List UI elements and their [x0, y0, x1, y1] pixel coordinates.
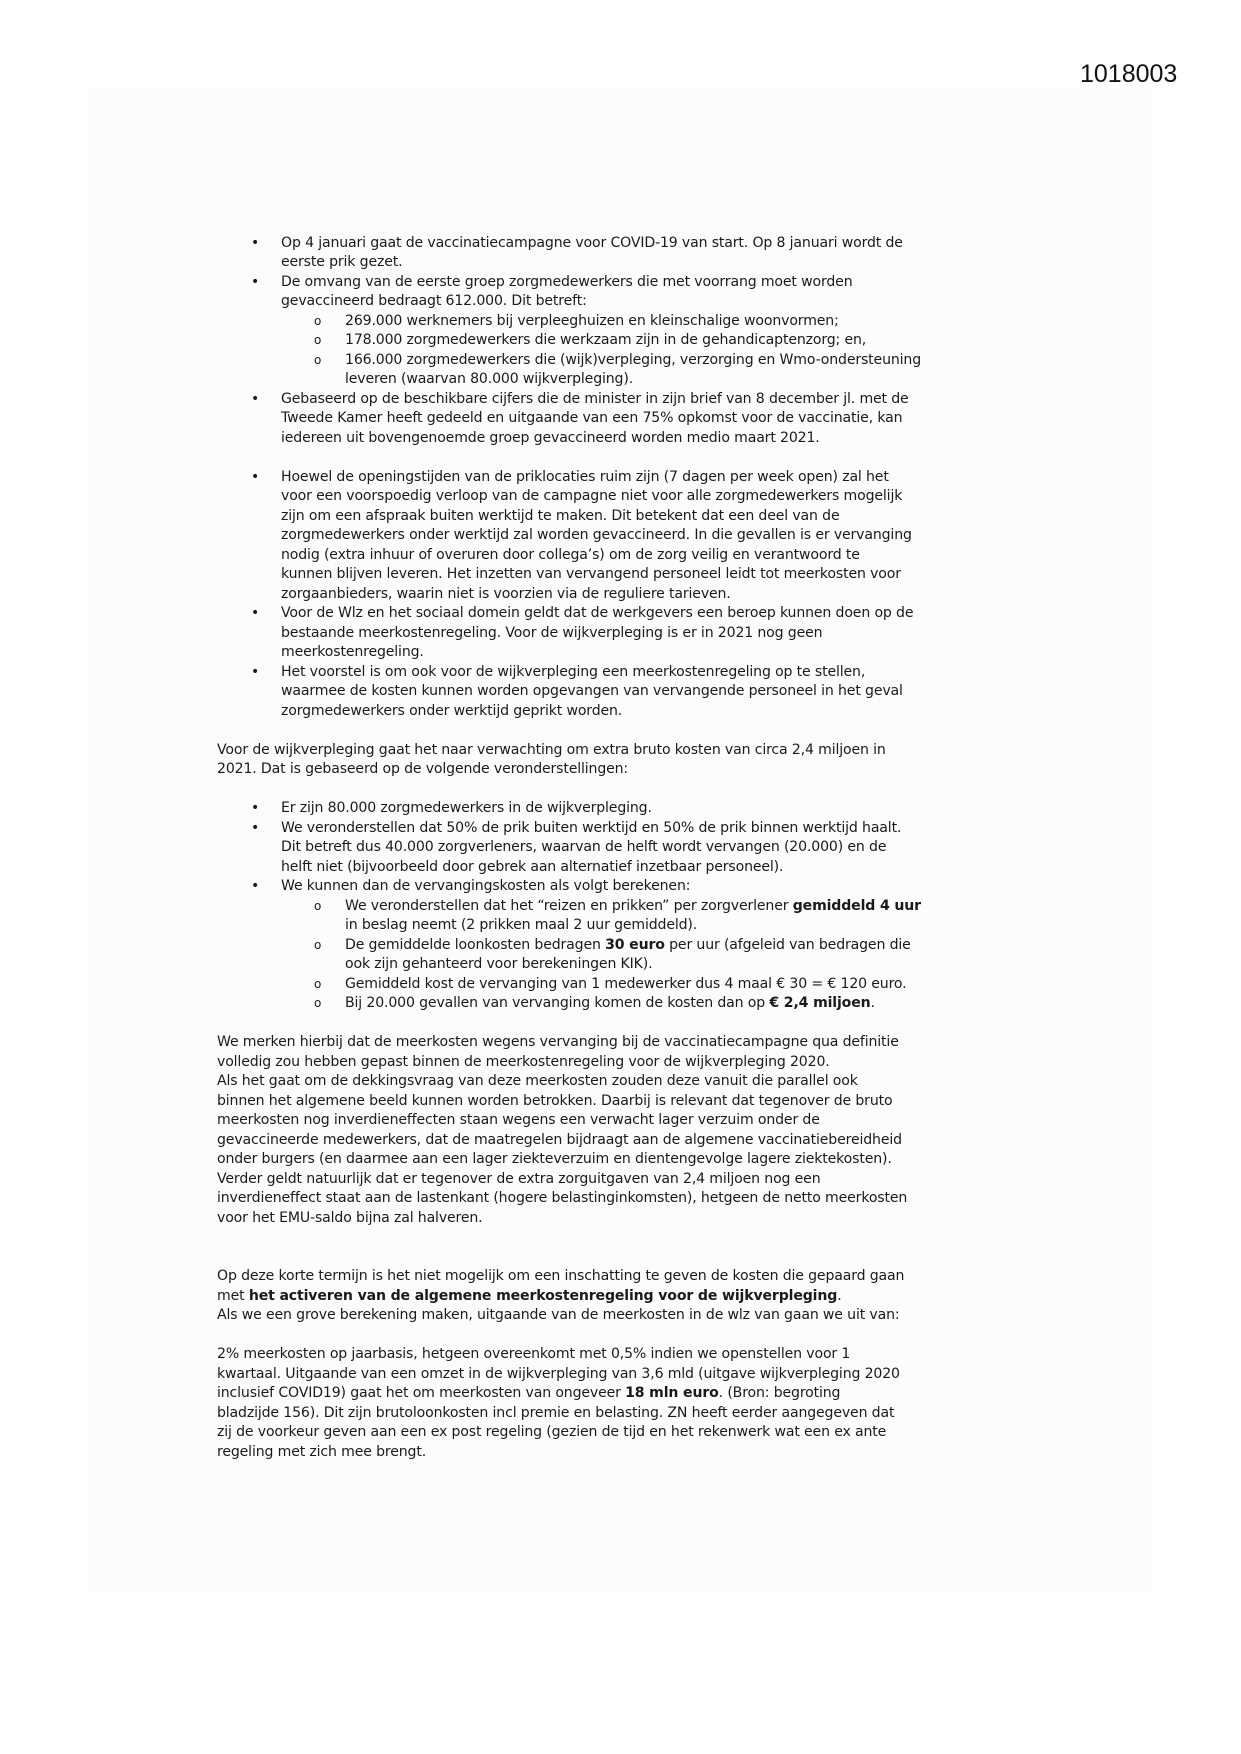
- paragraph-line: Voor de wijkverpleging gaat het naar verwachting om extra bruto kosten van circa 2,4 miljoen in: [217, 742, 886, 758]
- text-line: zijn om een afspraak buiten werktijd te maken. Dit betekent dat een deel van de: [281, 508, 840, 524]
- paragraph-line: onder burgers (en daarmee aan een lager ziekteverzuim en dientengevolge lagere ziektekosten).: [217, 1151, 892, 1167]
- paragraph-line: [217, 1384, 840, 1404]
- bullet-icon: •: [251, 800, 260, 816]
- paragraph-line: 2% meerkosten op jaarbasis, hetgeen overeenkomt met 0,5% indien we openstellen voor 1: [217, 1346, 851, 1362]
- text-line: waarmee de kosten kunnen worden opgevangen van vervangende personeel in het geval: [281, 683, 903, 699]
- text-span: . (Bron: begroting: [718, 1385, 841, 1401]
- paragraph-line: binnen het algemene beeld kunnen worden betrokken. Daarbij is relevant dat tegenover de bruto: [217, 1093, 893, 1109]
- text-line: Op 4 januari gaat de vaccinatiecampagne voor COVID-19 van start. Op 8 januari wordt de: [281, 235, 903, 251]
- text-span: Bij 20.000 gevallen van vervanging komen de kosten dan op: [345, 995, 770, 1011]
- text-line: Het voorstel is om ook voor de wijkverpleging een meerkostenregeling op te stellen,: [281, 664, 866, 680]
- paragraph-line: Als het gaat om de dekkingsvraag van deze meerkosten zouden deze vanuit die parallel ook: [217, 1073, 858, 1089]
- text-span: met: [217, 1288, 249, 1304]
- text-span: We veronderstellen dat het “reizen en prikken” per zorgverlener: [345, 898, 793, 914]
- text-line: Hoewel de openingstijden van de priklocaties ruim zijn (7 dagen per week open) zal het: [281, 469, 889, 485]
- text-line: nodig (extra inhuur of overuren door collega’s) om de zorg veilig en verantwoord te: [281, 547, 860, 563]
- sub-bullet-icon: o: [314, 977, 322, 991]
- paragraph-line: volledig zou hebben gepast binnen de meerkostenregeling voor de wijkverpleging 2020.: [217, 1054, 830, 1070]
- bullet-icon: •: [251, 391, 260, 407]
- text-line: eerste prik gezet.: [281, 254, 403, 270]
- bold-text: het activeren van de algemene meerkostenregeling voor de wijkverpleging: [248, 1288, 838, 1304]
- paragraph-line: bladzijde 156). Dit zijn brutoloonkosten incl premie en belasting. ZN heeft eerder aangegeven dat: [217, 1405, 895, 1421]
- text-line: [345, 936, 911, 956]
- text-line: bestaande meerkostenregeling. Voor de wijkverpleging is er in 2021 nog geen: [281, 625, 823, 641]
- paragraph-line: regeling met zich mee brengt.: [217, 1444, 427, 1460]
- paragraph-line: voor het EMU-saldo bijna zal halveren.: [217, 1210, 483, 1226]
- paragraph-line: Als we een grove berekening maken, uitgaande van de meerkosten in de wlz van gaan we uit van:: [217, 1307, 900, 1323]
- sub-bullet-icon: o: [314, 333, 322, 347]
- paragraph-line: [217, 1287, 842, 1307]
- bullet-icon: •: [251, 605, 260, 621]
- text-line: [345, 897, 921, 917]
- bold-text: gemiddeld 4 uur: [792, 898, 921, 914]
- bullet-icon: •: [251, 274, 260, 290]
- text-span: .: [870, 995, 875, 1011]
- bullet-icon: •: [251, 664, 260, 680]
- text-line: meerkostenregeling.: [281, 644, 424, 660]
- text-line: zorgmedewerkers onder werktijd zal worden gevaccineerd. In die gevallen is er vervanging: [281, 527, 912, 543]
- paragraph-line: kwartaal. Uitgaande van een omzet in de wijkverpleging van 3,6 mld (uitgave wijkverpleging 2020: [217, 1366, 900, 1382]
- paragraph-line: zij de voorkeur geven aan een ex post regeling (gezien de tijd en het rekenwerk wat een ex ante: [217, 1424, 887, 1440]
- text-line: zorgaanbieders, waarin niet is voorzien via de reguliere tarieven.: [281, 586, 731, 602]
- bullet-icon: •: [251, 235, 260, 251]
- sub-bullet-icon: o: [314, 938, 322, 952]
- paragraph-line: gevaccineerde medewerkers, dat de maatregelen bijdraagt aan de algemene vaccinatiebereidheid: [217, 1132, 902, 1148]
- text-line: ook zijn gehanteerd voor berekeningen KIK).: [345, 956, 653, 972]
- sub-bullet-icon: o: [314, 353, 322, 367]
- text-line: 269.000 werknemers bij verpleeghuizen en kleinschalige woonvormen;: [345, 313, 839, 329]
- text-line: zorgmedewerkers onder werktijd geprikt worden.: [281, 703, 623, 719]
- text-line: in beslag neemt (2 prikken maal 2 uur gemiddeld).: [345, 917, 698, 933]
- text-line: Gemiddeld kost de vervanging van 1 medewerker dus 4 maal € 30 = € 120 euro.: [345, 976, 907, 992]
- paragraph-line: We merken hierbij dat de meerkosten wegens vervanging bij de vaccinatiecampagne qua definitie: [217, 1034, 899, 1050]
- paragraph-line: 2021. Dat is gebaseerd op de volgende veronderstellingen:: [217, 761, 629, 777]
- paragraph-line: Op deze korte termijn is het niet mogelijk om een inschatting te geven de kosten die gepaard gaan: [217, 1268, 905, 1284]
- text-span: per uur (afgeleid van bedragen die: [664, 937, 911, 953]
- text-line: iedereen uit bovengenoemde groep gevaccineerd worden medio maart 2021.: [281, 430, 820, 446]
- bullet-icon: •: [251, 820, 260, 836]
- text-line: 166.000 zorgmedewerkers die (wijk)verpleging, verzorging en Wmo-ondersteuning: [345, 352, 921, 368]
- text-line: We kunnen dan de vervangingskosten als volgt berekenen:: [281, 878, 691, 894]
- sub-bullet-icon: o: [314, 996, 322, 1010]
- paragraph-line: Verder geldt natuurlijk dat er tegenover de extra zorguitgaven van 2,4 miljoen nog een: [217, 1171, 821, 1187]
- paragraph-line: inverdieneffect staat aan de lastenkant (hogere belastinginkomsten), hetgeen de netto meerkosten: [217, 1190, 908, 1206]
- text-span: .: [837, 1288, 842, 1304]
- text-line: Tweede Kamer heeft gedeeld en uitgaande van een 75% opkomst voor de vaccinatie, kan: [281, 410, 903, 426]
- text-span: inclusief COVID19) gaat het om meerkosten van ongeveer: [217, 1385, 626, 1401]
- text-line: 178.000 zorgmedewerkers die werkzaam zijn in de gehandicaptenzorg; en,: [345, 332, 867, 348]
- text-line: De omvang van de eerste groep zorgmedewerkers die met voorrang moet worden: [281, 274, 853, 290]
- text-line: Er zijn 80.000 zorgmedewerkers in de wijkverpleging.: [281, 800, 652, 816]
- sub-bullet-icon: o: [314, 899, 322, 913]
- text-span: De gemiddelde loonkosten bedragen: [345, 937, 606, 953]
- sub-bullet-icon: o: [314, 314, 322, 328]
- text-line: [345, 994, 875, 1014]
- bullet-icon: •: [251, 469, 260, 485]
- text-line: voor een voorspoedig verloop van de campagne niet voor alle zorgmedewerkers mogelijk: [281, 488, 903, 504]
- text-line: kunnen blijven leveren. Het inzetten van vervangend personeel leidt tot meerkosten voor: [281, 566, 901, 582]
- document-id: 1018003: [1080, 60, 1178, 88]
- paragraph-line: meerkosten nog inverdieneffecten staan wegens een verwacht lager verzuim onder de: [217, 1112, 820, 1128]
- text-line: Gebaseerd op de beschikbare cijfers die de minister in zijn brief van 8 december jl. met de: [281, 391, 909, 407]
- text-line: leveren (waarvan 80.000 wijkverpleging).: [345, 371, 634, 387]
- bold-text: 18 mln euro: [625, 1385, 719, 1401]
- bold-text: 30 euro: [605, 937, 665, 953]
- text-line: Dit betreft dus 40.000 zorgverleners, waarvan de helft wordt vervangen (20.000) en de: [281, 839, 887, 855]
- text-line: Voor de Wlz en het sociaal domein geldt dat de werkgevers een beroep kunnen doen op de: [281, 605, 914, 621]
- text-line: gevaccineerd bedraagt 612.000. Dit betreft:: [281, 293, 587, 309]
- text-line: helft niet (bijvoorbeeld door gebrek aan alternatief inzetbaar personeel).: [281, 859, 784, 875]
- bullet-icon: •: [251, 878, 260, 894]
- bold-text: € 2,4 miljoen: [769, 995, 871, 1011]
- text-line: We veronderstellen dat 50% de prik buiten werktijd en 50% de prik binnen werktijd haalt.: [281, 820, 902, 836]
